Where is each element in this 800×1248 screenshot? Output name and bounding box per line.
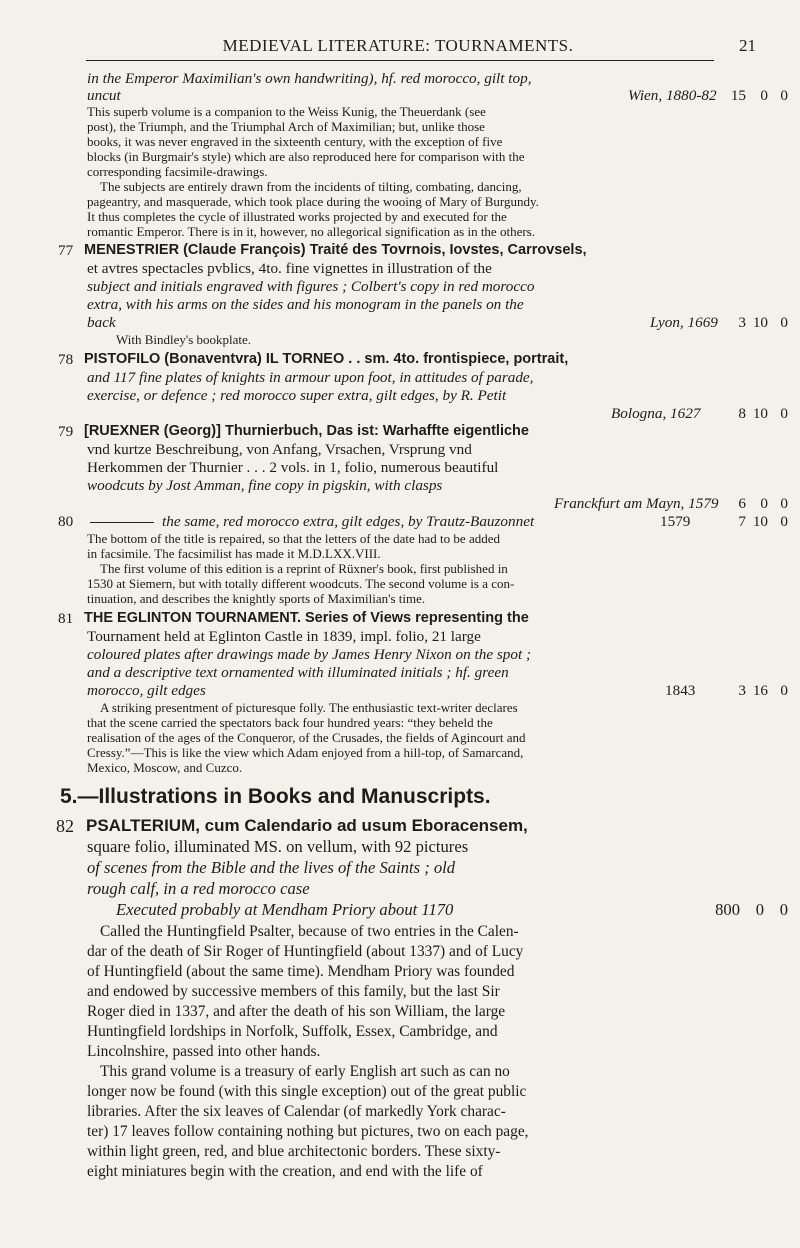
entry-line: morocco, gilt edges <box>87 682 206 699</box>
note-line: It thus completes the cycle of illustrated works projected by and executed for the <box>87 209 507 224</box>
price-pence: 0 <box>779 900 788 919</box>
price-pounds: 8 <box>738 405 746 422</box>
imprint: Wien, 1880-82 <box>628 87 717 104</box>
price-pence: 0 <box>780 513 788 530</box>
note-line: of Huntingfield (about the same time). Mendham Priory was founded <box>87 963 515 980</box>
note-line: The subjects are entirely drawn from the incidents of tilting, combating, dancing, <box>100 179 522 194</box>
entry-line: et avtres spectacles pvblics, 4to. fine vignettes in illustration of the <box>87 260 492 277</box>
note-line: Cressy.”—This is like the view which Adam enjoyed from a hill-top, of Samarcand, <box>87 745 524 760</box>
lot-number: 77 <box>58 242 74 259</box>
entry-line: woodcuts by Jost Amman, fine copy in pigskin, with clasps <box>87 477 443 494</box>
imprint: Bologna, 1627 <box>611 405 701 422</box>
price-shillings: 10 <box>752 405 768 422</box>
price-pence: 0 <box>780 495 788 512</box>
note-line: realisation of the ages of the Conqueror, of the Crusades, the fields of Agincourt and <box>87 730 526 745</box>
entry-line: PSALTERIUM, cum Calendario ad usum Eboracensem, <box>86 816 528 835</box>
imprint: 1579 <box>660 513 691 530</box>
running-title: MEDIEVAL LITERATURE: TOURNAMENTS. <box>222 36 574 55</box>
entry-line: and a descriptive text ornamented with illuminated initials ; hf. green <box>87 664 509 681</box>
price-pence: 0 <box>780 87 788 104</box>
note-line: Called the Huntingfield Psalter, because of two entries in the Calen- <box>100 923 519 940</box>
entry-line: vnd kurtze Beschreibung, von Anfang, Vrsachen, Vrsprung vnd <box>87 441 472 458</box>
price-pounds: 3 <box>738 682 746 699</box>
note-line: A striking presentment of picturesque folly. The enthusiastic text-writer declares <box>100 700 518 715</box>
lot-number: 79 <box>58 423 74 440</box>
note-line: blocks (in Burgmair's style) which are also reproduced here for comparison with the <box>87 149 525 164</box>
note-line: longer now be found (with this single exception) out of the great public <box>87 1083 527 1100</box>
note-line: tinuation, and describes the knightly sports of Maximilian's time. <box>87 591 426 606</box>
price-shillings: 0 <box>760 495 768 512</box>
note-line: and endowed by successive members of this family, but the last Sir <box>87 983 500 1000</box>
price-pounds: 6 <box>738 495 746 512</box>
entry-line: Executed probably at Mendham Priory about 1170 <box>116 900 454 919</box>
imprint: Franckfurt am Mayn, 1579 <box>554 495 719 512</box>
price-pence: 0 <box>780 314 788 331</box>
entry-line: of scenes from the Bible and the lives of the Saints ; old <box>87 858 456 877</box>
entry-line: exercise, or defence ; red morocco super extra, gilt edges, by R. Petit <box>87 387 507 404</box>
lot-number: 82 <box>56 816 74 836</box>
lot-number: 78 <box>58 351 74 368</box>
price-pounds: 7 <box>738 513 746 530</box>
price-pounds: 3 <box>738 314 746 331</box>
entry-line: square folio, illuminated MS. on vellum, with 92 pictures <box>87 837 469 856</box>
note-line: ter) 17 leaves follow containing nothing but pictures, two on each page, <box>87 1123 529 1140</box>
note-line: dar of the death of Sir Roger of Huntingfield (about 1337) and of Lucy <box>87 943 524 960</box>
price-shillings: 16 <box>752 682 768 699</box>
note-line: pageantry, and masquerade, which took place during the wooing of Mary of Burgundy. <box>87 194 539 209</box>
entry-line: rough calf, in a red morocco case <box>87 879 310 898</box>
entry-line: MENESTRIER (Claude François) Traité des Tovrnois, Iovstes, Carrovsels, <box>84 242 587 258</box>
note-line: This grand volume is a treasury of early English art such as can no <box>100 1063 510 1080</box>
imprint: Lyon, 1669 <box>650 314 718 331</box>
price-shillings: 10 <box>752 513 768 530</box>
note-line: Mexico, Moscow, and Cuzco. <box>87 760 243 775</box>
entry-line: PISTOFILO (Bonaventvra) IL TORNEO . . sm. 4to. frontispiece, portrait, <box>84 351 569 367</box>
entry-line: [RUEXNER (Georg)] Thurnierbuch, Das ist: Warhaffte eigentliche <box>84 423 529 439</box>
note-line: Lincolnshire, passed into other hands. <box>87 1043 321 1060</box>
entry-line: extra, with his arms on the sides and his monogram in the panels on the <box>87 296 524 313</box>
note-line: romantic Emperor. There is in it, however, no allegorical signification as in the others. <box>87 224 535 239</box>
note-line: 1530 at Siemern, but with totally different woodcuts. The second volume is a con- <box>87 576 515 591</box>
entry-line: coloured plates after drawings made by James Henry Nixon on the spot ; <box>87 646 532 663</box>
price-shillings: 0 <box>755 900 764 919</box>
price-pounds: 15 <box>730 87 746 104</box>
entry-line: Herkommen der Thurnier . . . 2 vols. in 1, folio, numerous beautiful <box>87 459 499 476</box>
note-line: that the scene carried the spectators back four hundred years: “they beheld the <box>87 715 493 730</box>
note-line: Huntingfield lordships in Norfolk, Suffolk, Essex, Cambridge, and <box>87 1023 498 1040</box>
note-line: This superb volume is a companion to the Weiss Kunig, the Theuerdank (see <box>87 104 486 119</box>
note-line: libraries. After the six leaves of Calendar (of markedly York charac- <box>87 1103 506 1120</box>
note-line: post), the Triumph, and the Triumphal Arch of Maximilian; but, unlike those <box>87 119 485 134</box>
note-line: within light green, red, and blue architectonic borders. These sixty- <box>87 1143 501 1160</box>
page-header <box>40 36 756 58</box>
price-pence: 0 <box>780 405 788 422</box>
entry-line: the same, red morocco extra, gilt edges, by Trautz-Bauzonnet <box>84 513 534 531</box>
entry-line: in the Emperor Maximilian's own handwriting), hf. red morocco, gilt top, <box>87 70 532 87</box>
lot-number: 81 <box>58 610 74 627</box>
note-line: in facsimile. The facsimilist has made it M.D.LXX.VIII. <box>87 546 381 561</box>
note-line: Roger died in 1337, and after the death of his son William, the large <box>87 1003 506 1020</box>
price-pounds: 800 <box>715 900 740 919</box>
entry-line: and 117 fine plates of knights in armour upon foot, in attitudes of parade, <box>87 369 534 386</box>
entry-line: THE EGLINTON TOURNAMENT. Series of Views representing the <box>84 610 529 626</box>
note-line: books, it was never engraved in the sixteenth century, with the exception of five <box>87 134 503 149</box>
lot-number: 80 <box>58 513 74 530</box>
entry-line: subject and initials engraved with figures ; Colbert's copy in red morocco <box>87 278 535 295</box>
note-line: corresponding facsimile-drawings. <box>87 164 268 179</box>
note-line: The bottom of the title is repaired, so that the letters of the date had to be added <box>87 531 500 546</box>
imprint: 1843 <box>665 682 696 699</box>
ditto-dash <box>90 522 154 523</box>
price-shillings: 0 <box>760 87 768 104</box>
page-number: 21 <box>739 36 756 55</box>
price-shillings: 10 <box>752 314 768 331</box>
entry-line: back <box>87 314 116 331</box>
section-heading: 5.—Illustrations in Books and Manuscripts. <box>60 785 491 808</box>
note-line: The first volume of this edition is a reprint of Rüxner's book, first published in <box>100 561 508 576</box>
note-line: With Bindley's bookplate. <box>116 332 252 347</box>
entry-line: Tournament held at Eglinton Castle in 1839, impl. folio, 21 large <box>87 628 481 645</box>
price-pence: 0 <box>780 682 788 699</box>
note-line: eight miniatures begin with the creation, and end with the life of <box>87 1163 483 1180</box>
header-rule <box>86 60 714 61</box>
entry-line: uncut <box>87 87 121 104</box>
